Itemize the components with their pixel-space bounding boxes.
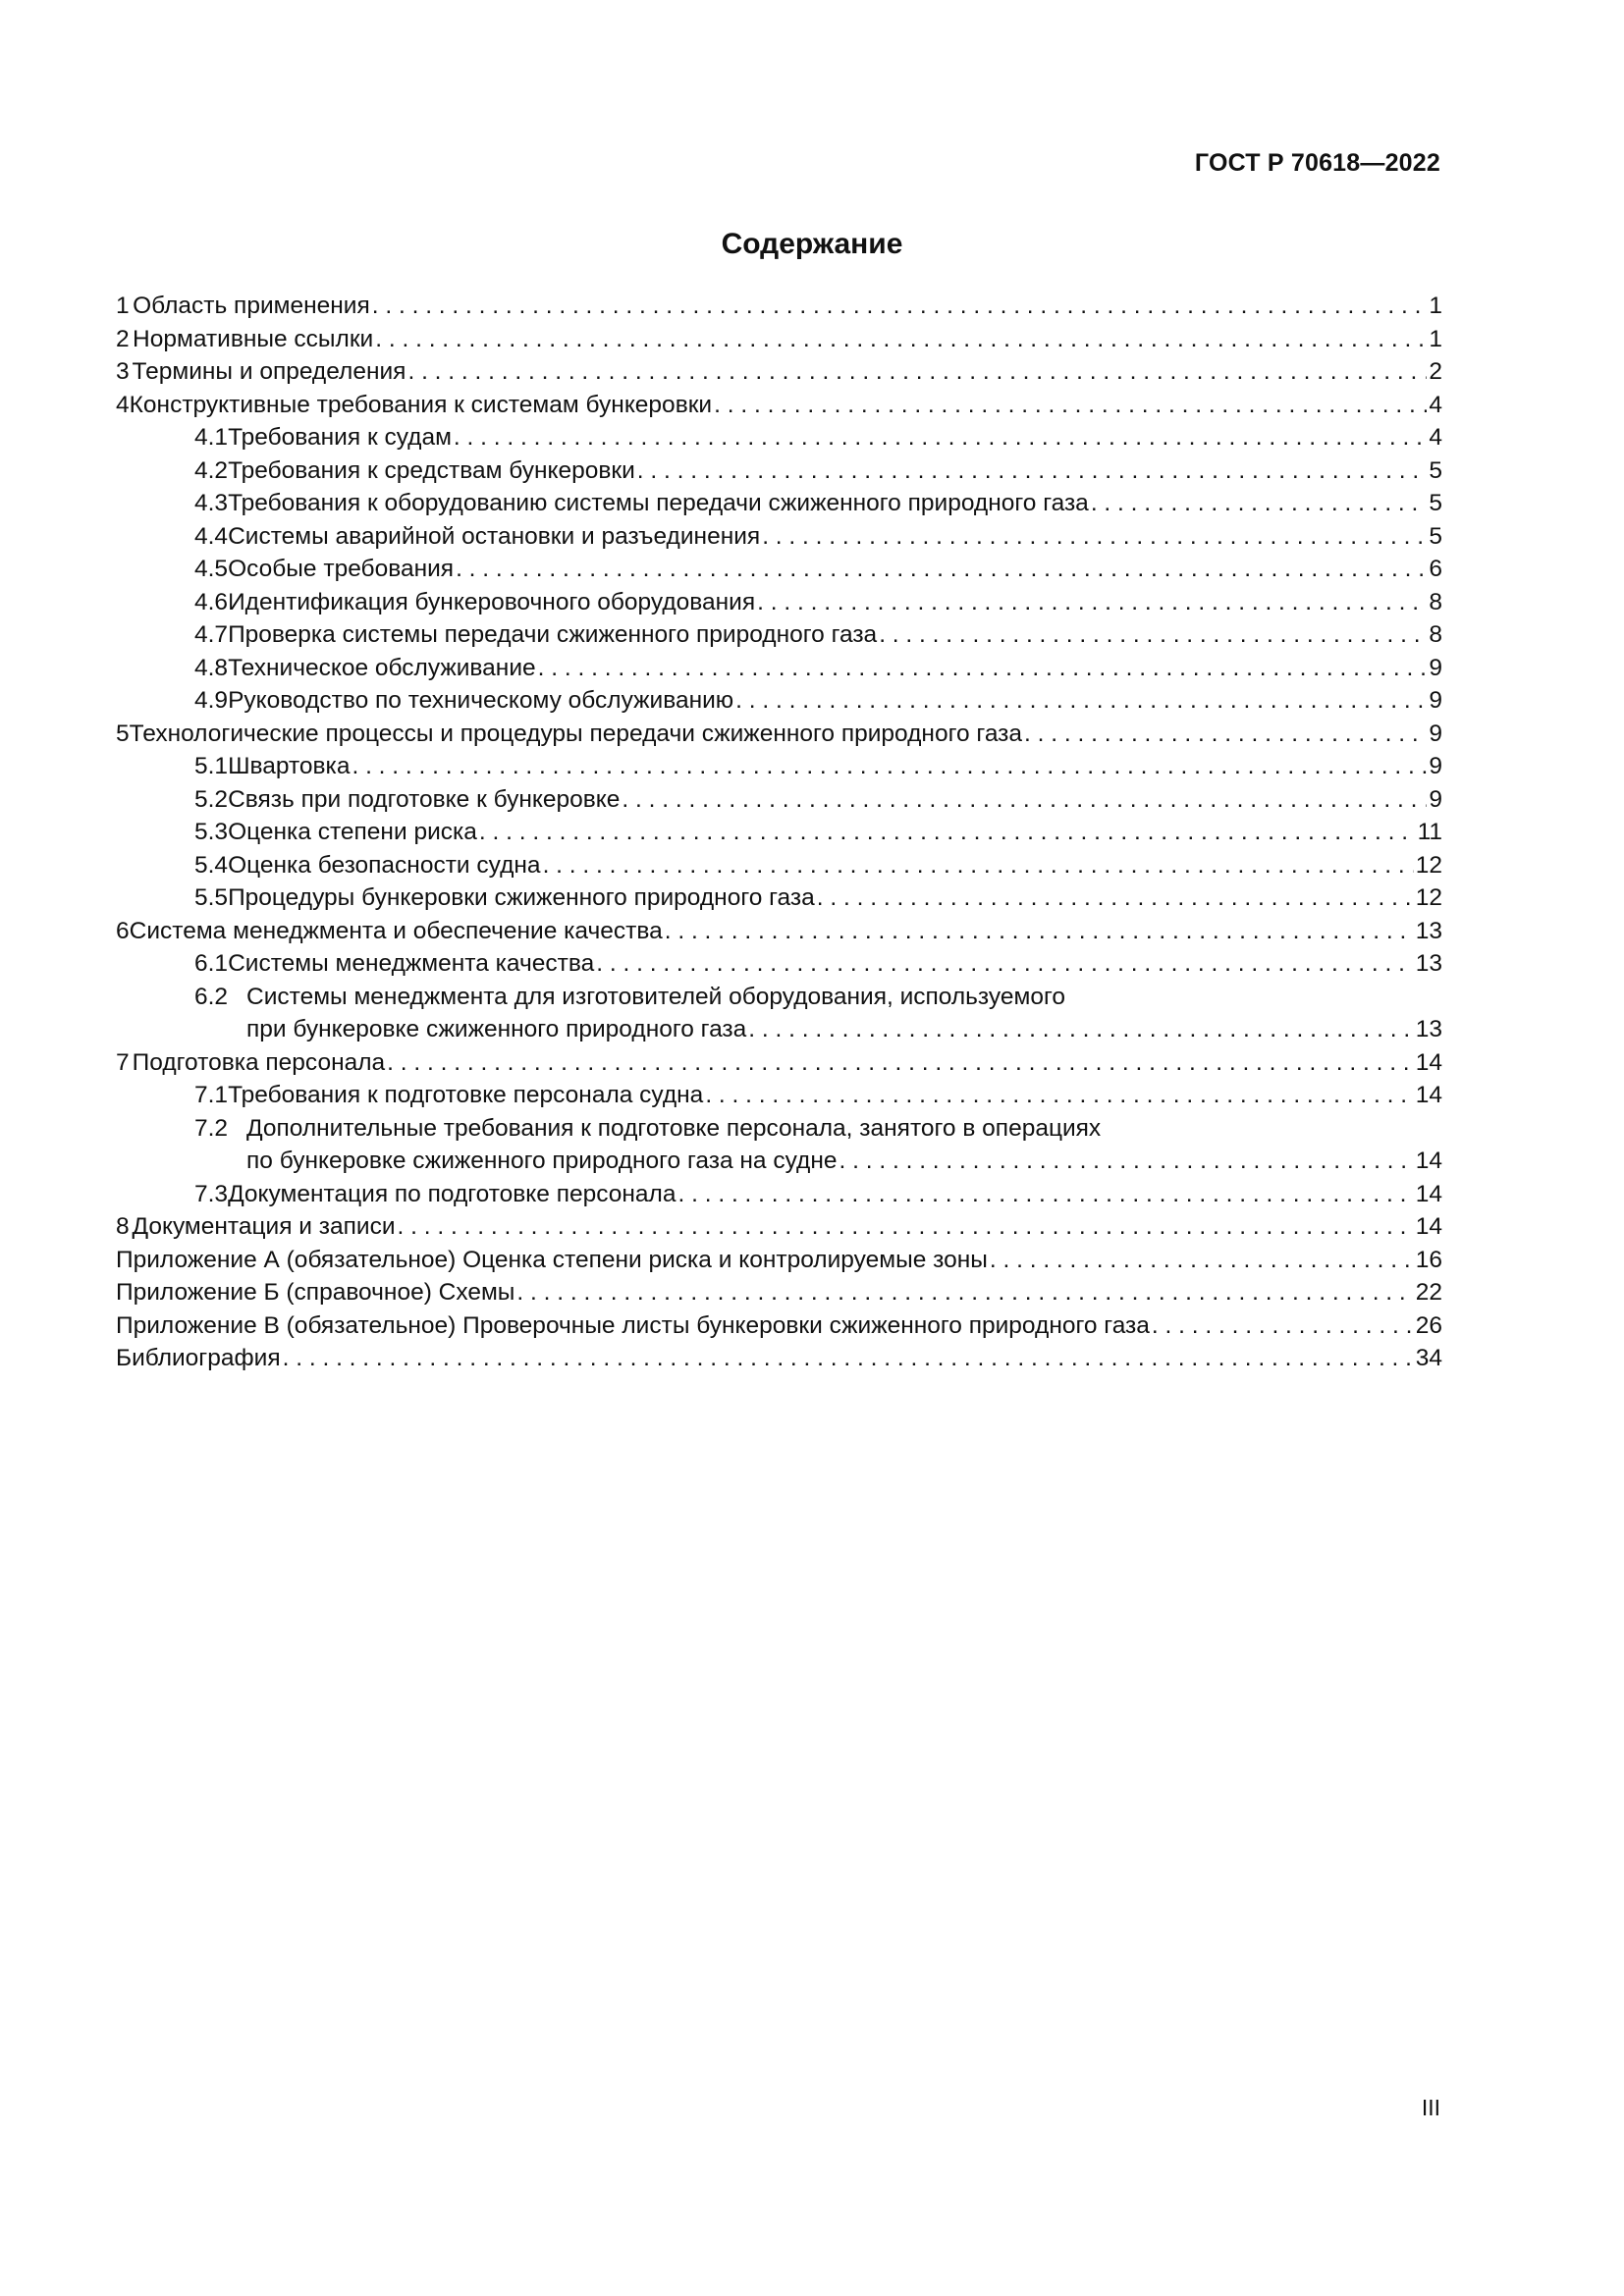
toc-entry[interactable]	[116, 1276, 1442, 1309]
toc-entry-page: 9	[1429, 654, 1442, 681]
toc-entry-label: Термины и определения	[132, 358, 406, 385]
toc-entry-page: 1	[1429, 325, 1442, 352]
toc-entry-page: 4	[1429, 391, 1442, 418]
toc-leader-dots	[879, 618, 1427, 652]
toc-entry-page: 8	[1429, 588, 1442, 615]
toc-entry-label: Связь при подготовке к бункеровке	[228, 785, 621, 813]
toc-entry-label: Дополнительные требования к подготовке персонала, занятого в операциях	[246, 1114, 1102, 1142]
toc-entry[interactable]	[116, 1178, 1442, 1211]
toc-leader-dots	[705, 1079, 1413, 1112]
toc-entry-number: 1	[116, 293, 130, 319]
toc-entry-page: 11	[1417, 819, 1442, 845]
toc-entry-page: 4	[1429, 424, 1442, 451]
toc-leader-dots	[372, 290, 1428, 323]
toc-entry-label: Особые требования	[228, 556, 455, 582]
table-of-contents	[116, 290, 1442, 1375]
toc-entry[interactable]	[116, 1210, 1442, 1244]
toc-entry-page: 9	[1429, 687, 1442, 714]
toc-entry-page: 14	[1415, 1082, 1442, 1108]
toc-entry-page: 9	[1429, 720, 1442, 747]
toc-entry[interactable]	[116, 750, 1442, 783]
toc-entry-label: Приложение Б (справочное) Схемы	[116, 1279, 515, 1306]
toc-entry[interactable]	[116, 520, 1442, 554]
toc-entry[interactable]	[116, 1342, 1442, 1375]
toc-entry-number: 4.5	[194, 556, 229, 582]
toc-leader-dots	[387, 1046, 1414, 1080]
toc-entry-number: 6.2	[194, 983, 229, 1010]
toc-leader-dots	[622, 783, 1427, 817]
toc-entry-number: 5.3	[194, 819, 229, 845]
toc-entry-label: Конструктивные требования к системам бункеровки	[129, 391, 713, 418]
toc-entry-page: 5	[1429, 490, 1442, 516]
toc-entry-label: Проверка системы передачи сжиженного природного газа	[228, 621, 878, 648]
toc-entry-label: Система менеджмента и обеспечение качества	[129, 917, 663, 944]
toc-entry-label: Приложение А (обязательное) Оценка степени риска и контролируемые зоны	[116, 1246, 988, 1273]
toc-entry-number: 7.2	[194, 1114, 229, 1142]
toc-leader-dots	[454, 421, 1427, 454]
toc-leader-dots	[456, 553, 1427, 586]
toc-leader-dots	[1152, 1309, 1414, 1343]
toc-entry-page: 8	[1429, 621, 1442, 648]
page-number: III	[1421, 2095, 1440, 2120]
toc-entry[interactable]	[116, 1079, 1442, 1112]
toc-entry-label: Швартовка	[228, 753, 351, 779]
toc-entry-label: Оценка безопасности судна	[228, 851, 541, 879]
toc-entry-number: 4.6	[194, 588, 229, 615]
toc-entry-page: 14	[1415, 1213, 1442, 1240]
toc-entry-label: Требования к оборудованию системы передачи сжиженного природного газа	[228, 490, 1089, 516]
toc-entry-number: 7.3	[194, 1180, 229, 1207]
toc-entry[interactable]	[116, 881, 1442, 915]
toc-leader-dots	[375, 323, 1427, 356]
toc-entry-number: 5.5	[194, 884, 229, 911]
toc-entry[interactable]	[116, 849, 1442, 882]
toc-entry-number: 5.4	[194, 851, 229, 879]
toc-leader-dots	[665, 915, 1414, 948]
toc-leader-dots	[352, 750, 1427, 783]
toc-entry[interactable]	[116, 389, 1442, 422]
toc-entry[interactable]	[116, 783, 1442, 817]
toc-entry-number: 4	[116, 391, 130, 418]
toc-leader-dots	[677, 1178, 1413, 1211]
toc-leader-dots	[762, 520, 1427, 554]
toc-entry-label: Библиография	[116, 1345, 281, 1371]
toc-entry-label-continued: при бункеровке сжиженного природного газа	[246, 1016, 747, 1042]
toc-entry-number: 2	[116, 325, 130, 352]
toc-entry-number: 4.3	[194, 490, 229, 516]
toc-leader-dots	[748, 1013, 1413, 1046]
toc-leader-dots	[407, 355, 1427, 389]
toc-entry-label: Документация по подготовке персонала	[228, 1180, 677, 1207]
toc-entry-number: 7	[116, 1048, 130, 1076]
toc-entry-label: Оценка степени риска	[228, 819, 477, 845]
toc-entry[interactable]	[116, 355, 1442, 389]
toc-entry-label: Системы менеджмента для изготовителей оборудования, используемого	[246, 983, 1065, 1010]
toc-entry-label: Процедуры бункеровки сжиженного природного газа	[228, 884, 815, 911]
toc-entry[interactable]	[116, 1244, 1442, 1277]
toc-entry[interactable]	[116, 454, 1442, 488]
toc-entry-label: Системы менеджмента качества	[228, 950, 595, 977]
toc-entry-number: 4.7	[194, 621, 229, 648]
toc-entry-label: Системы аварийной остановки и разъединения	[228, 522, 761, 550]
toc-entry[interactable]	[116, 553, 1442, 586]
toc-entry-label: Требования к судам	[228, 424, 452, 451]
toc-entry-page: 1	[1429, 293, 1442, 319]
toc-entry-page: 22	[1415, 1279, 1442, 1306]
toc-entry-label-continued: по бункеровке сжиженного природного газа на судне	[246, 1148, 838, 1174]
toc-entry-label: Технологические процессы и процедуры передачи сжиженного природного газа	[129, 720, 1023, 747]
toc-entry[interactable]	[116, 487, 1442, 520]
toc-entry-page: 5	[1429, 456, 1442, 484]
toc-leader-dots	[817, 881, 1414, 915]
toc-entry-number: 5	[116, 720, 130, 747]
toc-leader-dots	[479, 816, 1416, 849]
toc-entry[interactable]	[116, 290, 1442, 323]
toc-leader-dots	[839, 1145, 1414, 1178]
toc-leader-dots	[516, 1276, 1413, 1309]
toc-entry-number: 4.2	[194, 456, 229, 484]
toc-entry[interactable]	[116, 1309, 1442, 1343]
toc-entry-number: 4.1	[194, 424, 229, 451]
toc-entry-label: Документация и записи	[132, 1213, 396, 1240]
toc-entry[interactable]	[116, 1046, 1442, 1080]
toc-entry-number: 5.2	[194, 785, 229, 813]
toc-leader-dots	[538, 652, 1428, 685]
toc-entry[interactable]	[116, 816, 1442, 849]
toc-entry-page: 9	[1429, 753, 1442, 779]
toc-entry-label: Руководство по техническому обслуживанию	[228, 687, 734, 714]
toc-entry[interactable]	[116, 586, 1442, 619]
toc-entry-label: Подготовка персонала	[132, 1048, 386, 1076]
toc-leader-dots	[398, 1210, 1414, 1244]
toc-entry[interactable]	[116, 915, 1442, 948]
toc-entry-label: Требования к подготовке персонала судна	[228, 1082, 704, 1108]
toc-entry-page: 9	[1429, 785, 1442, 813]
toc-entry-page: 14	[1415, 1048, 1442, 1076]
toc-entry[interactable]	[116, 323, 1442, 356]
toc-entry-number: 4.9	[194, 687, 229, 714]
toc-leader-dots	[757, 586, 1427, 619]
toc-entry-number: 4.8	[194, 654, 229, 681]
toc-entry-number: 6	[116, 917, 130, 944]
toc-entry[interactable]	[116, 684, 1442, 718]
toc-leader-dots	[637, 454, 1428, 488]
toc-leader-dots	[990, 1244, 1414, 1277]
toc-entry[interactable]	[116, 947, 1442, 981]
toc-entry-page: 34	[1415, 1345, 1442, 1371]
toc-entry[interactable]	[116, 981, 1442, 1046]
toc-entry-number: 8	[116, 1213, 130, 1240]
toc-entry-page: 6	[1429, 556, 1442, 582]
toc-entry-number: 3	[116, 358, 130, 385]
toc-entry-page: 2	[1429, 358, 1442, 385]
toc-entry-page: 13	[1415, 1016, 1442, 1042]
toc-entry[interactable]	[116, 618, 1442, 652]
toc-leader-dots	[735, 684, 1427, 718]
toc-entry-label: Требования к средствам бункеровки	[228, 456, 635, 484]
toc-entry-number: 6.1	[194, 950, 229, 977]
toc-entry-page: 5	[1429, 522, 1442, 550]
toc-entry-page: 13	[1415, 950, 1442, 977]
toc-leader-dots	[596, 947, 1413, 981]
toc-entry-label: Область применения	[133, 293, 370, 319]
toc-leader-dots	[283, 1342, 1414, 1375]
toc-entry[interactable]	[116, 1112, 1442, 1178]
toc-leader-dots	[543, 849, 1414, 882]
toc-leader-dots	[1091, 487, 1428, 520]
toc-entry-label: Техническое обслуживание	[228, 654, 536, 681]
toc-entry-number: 7.1	[194, 1082, 229, 1108]
page-title: Содержание	[721, 228, 903, 260]
toc-entry[interactable]	[116, 718, 1442, 751]
toc-entry[interactable]	[116, 421, 1442, 454]
toc-entry-number: 5.1	[194, 753, 229, 779]
toc-leader-dots	[1024, 718, 1427, 751]
toc-entry-page: 12	[1415, 884, 1442, 911]
toc-entry-page: 16	[1415, 1246, 1442, 1273]
toc-entry-label: Идентификация бункеровочного оборудования	[228, 588, 756, 615]
toc-leader-dots	[714, 389, 1427, 422]
toc-entry[interactable]	[116, 652, 1442, 685]
toc-entry-page: 26	[1415, 1311, 1442, 1339]
toc-entry-label: Приложение В (обязательное) Проверочные листы бункеровки сжиженного природного газа	[116, 1311, 1150, 1339]
toc-entry-number: 4.4	[194, 522, 229, 550]
document-code: ГОСТ Р 70618—2022	[1194, 149, 1440, 177]
toc-entry-label: Нормативные ссылки	[133, 325, 374, 352]
toc-entry-page: 14	[1415, 1180, 1442, 1207]
toc-entry-page: 13	[1415, 917, 1442, 944]
toc-entry-page: 14	[1415, 1148, 1442, 1174]
toc-entry-page: 12	[1415, 851, 1442, 879]
